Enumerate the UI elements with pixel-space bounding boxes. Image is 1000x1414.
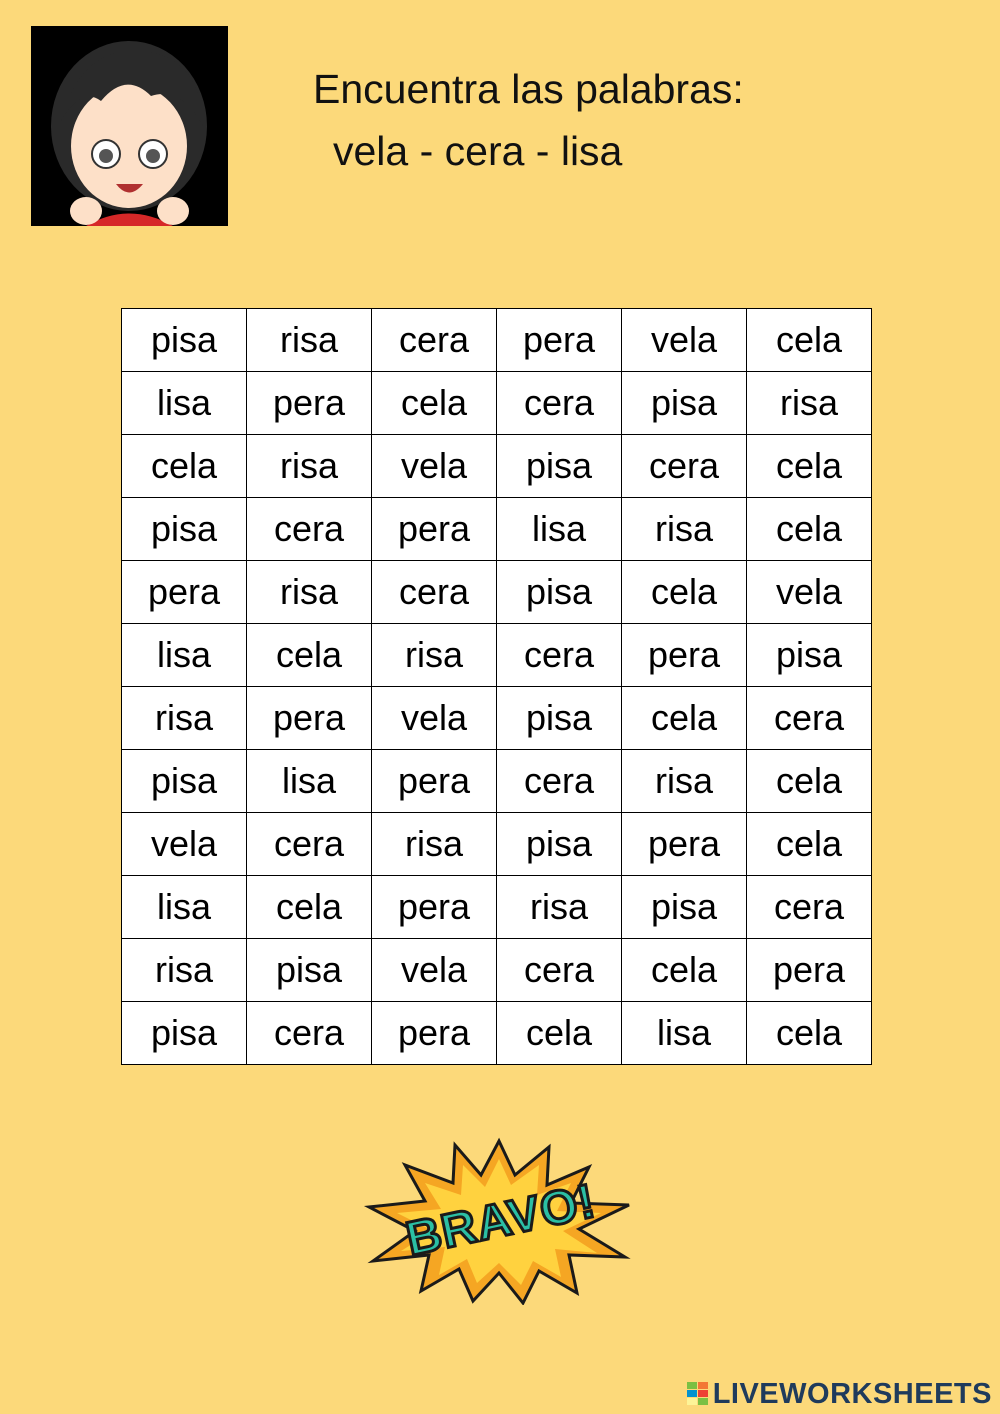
word-cell[interactable]: risa [622, 498, 747, 561]
girl-avatar-icon [31, 26, 228, 226]
word-cell[interactable]: risa [122, 939, 247, 1002]
word-cell[interactable]: pera [622, 813, 747, 876]
word-cell[interactable]: pisa [497, 561, 622, 624]
grid-row [122, 876, 872, 939]
word-cell[interactable]: pisa [247, 939, 372, 1002]
word-cell[interactable]: cera [497, 750, 622, 813]
word-cell[interactable]: lisa [247, 750, 372, 813]
avatar [31, 26, 228, 226]
word-cell[interactable]: lisa [122, 876, 247, 939]
word-cell[interactable]: pera [122, 561, 247, 624]
word-cell[interactable]: pera [372, 1002, 497, 1065]
page-title: Encuentra las palabras: [313, 66, 744, 112]
word-cell[interactable]: risa [497, 876, 622, 939]
word-cell[interactable]: vela [122, 813, 247, 876]
word-cell[interactable]: cela [247, 876, 372, 939]
word-cell[interactable]: cela [622, 687, 747, 750]
word-cell[interactable]: cera [497, 939, 622, 1002]
word-cell[interactable]: pera [247, 372, 372, 435]
word-cell[interactable]: cela [747, 750, 872, 813]
grid-row [122, 435, 872, 498]
word-cell[interactable]: risa [122, 687, 247, 750]
word-cell[interactable]: cela [622, 939, 747, 1002]
word-cell[interactable]: cela [497, 1002, 622, 1065]
word-cell[interactable]: pisa [622, 876, 747, 939]
word-cell[interactable]: vela [747, 561, 872, 624]
word-cell[interactable]: pisa [622, 372, 747, 435]
word-cell[interactable]: cera [247, 813, 372, 876]
word-cell[interactable]: risa [247, 435, 372, 498]
grid-row [122, 687, 872, 750]
word-cell[interactable]: lisa [122, 624, 247, 687]
grid-row [122, 813, 872, 876]
word-cell[interactable]: cela [122, 435, 247, 498]
word-cell[interactable]: vela [372, 435, 497, 498]
word-cell[interactable]: cera [497, 372, 622, 435]
word-cell[interactable]: pisa [497, 435, 622, 498]
word-cell[interactable]: risa [247, 309, 372, 372]
word-cell[interactable]: risa [372, 624, 497, 687]
word-cell[interactable]: pera [372, 498, 497, 561]
word-cell[interactable]: pisa [122, 1002, 247, 1065]
grid-row [122, 1002, 872, 1065]
bravo-badge [363, 1137, 635, 1305]
word-cell[interactable]: cera [747, 687, 872, 750]
word-search-grid [121, 308, 872, 1065]
word-cell[interactable]: cera [372, 309, 497, 372]
word-cell[interactable]: cela [622, 561, 747, 624]
word-list: vela - cera - lisa [333, 128, 623, 174]
word-cell[interactable]: cera [247, 1002, 372, 1065]
word-cell[interactable]: pisa [122, 309, 247, 372]
word-cell[interactable]: lisa [622, 1002, 747, 1065]
grid-row [122, 561, 872, 624]
footer-brand [687, 1378, 992, 1410]
grid-row [122, 750, 872, 813]
word-cell[interactable]: cela [747, 309, 872, 372]
grid-row [122, 624, 872, 687]
word-cell[interactable]: risa [247, 561, 372, 624]
word-cell[interactable]: risa [622, 750, 747, 813]
word-cell[interactable]: lisa [497, 498, 622, 561]
word-cell[interactable]: pisa [747, 624, 872, 687]
word-cell[interactable]: cela [372, 372, 497, 435]
word-cell[interactable]: pera [497, 309, 622, 372]
word-cell[interactable]: pisa [122, 498, 247, 561]
word-cell[interactable]: cera [372, 561, 497, 624]
liveworksheets-logo-icon [687, 1382, 709, 1406]
word-cell[interactable]: cera [622, 435, 747, 498]
grid-row [122, 939, 872, 1002]
grid-row [122, 372, 872, 435]
word-cell[interactable]: risa [372, 813, 497, 876]
word-cell[interactable]: pisa [497, 813, 622, 876]
word-cell[interactable]: cera [497, 624, 622, 687]
grid-row [122, 498, 872, 561]
word-cell[interactable]: pera [622, 624, 747, 687]
word-cell[interactable]: cela [747, 813, 872, 876]
word-cell[interactable]: lisa [122, 372, 247, 435]
word-cell[interactable]: vela [622, 309, 747, 372]
word-cell[interactable]: cela [747, 435, 872, 498]
word-cell[interactable]: pera [247, 687, 372, 750]
word-cell[interactable]: vela [372, 939, 497, 1002]
word-cell[interactable]: pera [372, 876, 497, 939]
word-cell[interactable]: vela [372, 687, 497, 750]
word-cell[interactable]: pisa [497, 687, 622, 750]
word-cell[interactable]: pera [747, 939, 872, 1002]
grid-row [122, 309, 872, 372]
word-cell[interactable]: cera [247, 498, 372, 561]
word-cell[interactable]: cela [247, 624, 372, 687]
word-cell[interactable]: risa [747, 372, 872, 435]
brand-name: LIVEWORKSHEETS [712, 1377, 992, 1410]
word-cell[interactable]: cela [747, 1002, 872, 1065]
word-cell[interactable]: cera [747, 876, 872, 939]
bravo-text: BRAVO! [401, 1174, 601, 1267]
word-cell[interactable]: cela [747, 498, 872, 561]
word-cell[interactable]: pisa [122, 750, 247, 813]
word-cell[interactable]: pera [372, 750, 497, 813]
